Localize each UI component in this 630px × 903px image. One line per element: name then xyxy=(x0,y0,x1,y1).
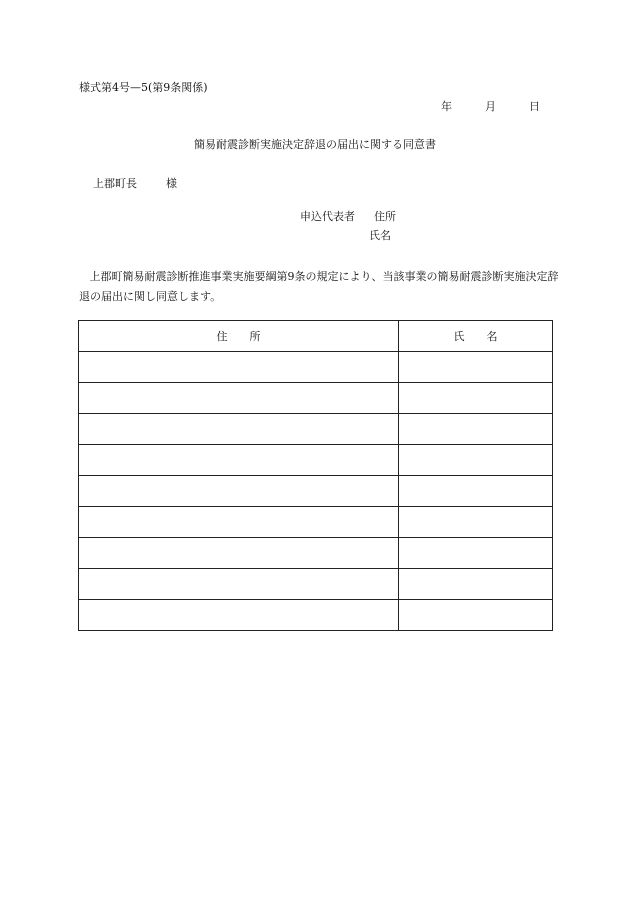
name-cell[interactable] xyxy=(399,600,553,631)
date-line xyxy=(441,100,540,114)
header-address: 住 所 xyxy=(79,321,399,352)
address-cell[interactable] xyxy=(79,569,399,600)
address-cell[interactable] xyxy=(79,352,399,383)
form-number: 様式第4号—5(第9条関係) xyxy=(79,81,208,94)
address-cell[interactable] xyxy=(79,600,399,631)
address-cell[interactable] xyxy=(79,414,399,445)
address-cell[interactable] xyxy=(79,538,399,569)
table-row xyxy=(79,352,553,383)
name-cell[interactable] xyxy=(399,507,553,538)
name-cell[interactable] xyxy=(399,569,553,600)
addressee-honorific: 様 xyxy=(166,177,177,190)
representative-address-label: 住所 xyxy=(374,210,396,223)
address-cell[interactable] xyxy=(79,445,399,476)
table-row xyxy=(79,445,553,476)
consent-statement xyxy=(79,267,559,307)
consent-statement-text: 上郡町簡易耐震診断推進事業実施要綱第9条の規定により、当該事業の簡易耐震診断実施決定辞退の届出に関し同意します。 xyxy=(79,270,559,303)
table-row xyxy=(79,476,553,507)
consent-table xyxy=(78,320,553,631)
name-cell[interactable] xyxy=(399,538,553,569)
table-row xyxy=(79,600,553,631)
date-year: 年 xyxy=(441,100,452,113)
representative-block xyxy=(300,210,396,224)
table-header-row xyxy=(79,321,553,352)
name-cell[interactable] xyxy=(399,352,553,383)
name-cell[interactable] xyxy=(399,445,553,476)
table-row xyxy=(79,383,553,414)
date-day: 日 xyxy=(529,100,540,113)
table-body xyxy=(79,352,553,631)
table-row xyxy=(79,569,553,600)
date-month: 月 xyxy=(485,100,496,113)
address-cell[interactable] xyxy=(79,476,399,507)
document-title: 簡易耐震診断実施決定辞退の届出に関する同意書 xyxy=(194,138,436,151)
addressee-name: 上郡町長 xyxy=(93,177,137,190)
name-cell[interactable] xyxy=(399,383,553,414)
table-row xyxy=(79,538,553,569)
representative-name-label: 氏名 xyxy=(369,229,391,242)
name-cell[interactable] xyxy=(399,476,553,507)
header-name: 氏 名 xyxy=(399,321,553,352)
address-cell[interactable] xyxy=(79,383,399,414)
addressee xyxy=(93,177,177,191)
table-row xyxy=(79,507,553,538)
table-row xyxy=(79,414,553,445)
address-cell[interactable] xyxy=(79,507,399,538)
name-cell[interactable] xyxy=(399,414,553,445)
representative-label: 申込代表者 xyxy=(300,210,355,223)
